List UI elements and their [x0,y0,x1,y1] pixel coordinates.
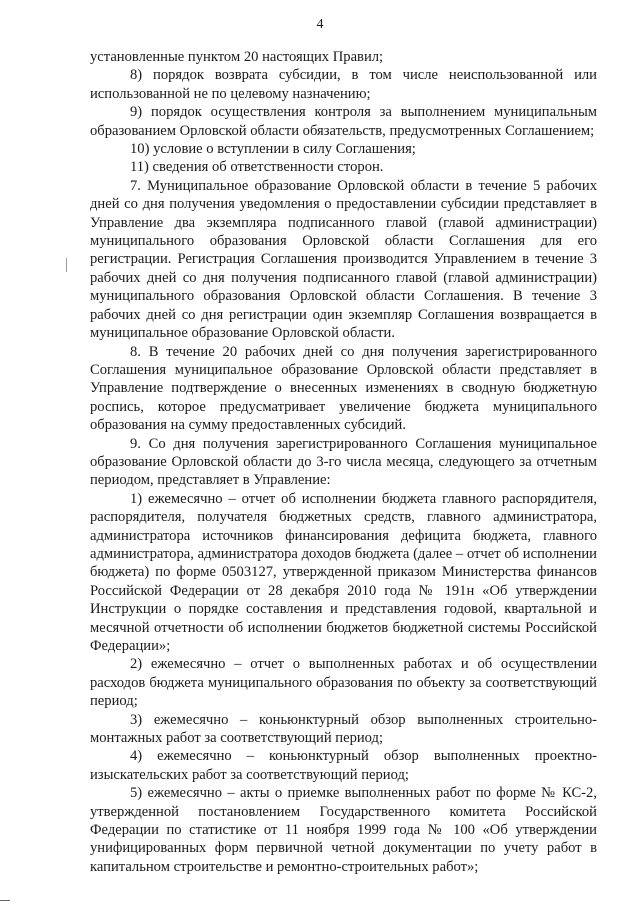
paragraph-section-8: 8. В течение 20 рабочих дней со дня получения зарегистрированного Соглашения муниципальное образование Орловской области представляет в Управление подтверждение о внесенных изменениях в сводную бюджетную роспись, которое предусматривает увеличение бюджета муниципального образования на сумму предоставленных субсидий. [90,343,597,434]
paragraph-report-5: 5) ежемесячно – акты о приемке выполненных работ по форме № КС-2, утвержденной постановлением Государственного комитета Российской Федерации по статистике от 11 ноября 1999 года № 100 «Об утверждении унифицированных форм первичной четной документации по учету работ в капитальном строительстве и ремонтно-строительных работ»; [90,785,597,875]
paragraph-report-3: 3) ежемесячно – коньюнктурный обзор выполненных строительно-монтажных работ за соответствующий период; [90,711,597,747]
paragraph-section-7: 7. Муниципальное образование Орловской области в течение 5 рабочих дней со дня получения уведомления о предоставлении субсидии представляет в Управление два экземпляра подписанного главой (главой администрации) муниципального образования Орловской области Соглашения для его регистрации. Регистрация Соглашения производится Управлением в течение 3 рабочих дней со дня получения подписанного главой (главой администрации) муниципального образования Орловской области Соглашения. В течение 3 рабочих дней со дня регистрации один экземпляр Соглашения возвращается в муниципальное образование Орловской области. [90,177,597,342]
paragraph-item-8: 8) порядок возврата субсидии, в том числе неиспользованной или использованной не по целевому назначению; [90,67,597,102]
paragraph-report-2: 2) ежемесячно – отчет о выполненных работах и об осуществлении расходов бюджета муниципального образования по объекту за соответствующий период; [90,656,597,710]
paragraph-report-4: 4) ежемесячно – коньюнктурный обзор выполненных проектно-изыскательских работ за соответствующий период; [90,748,597,783]
paragraph-item-11: 11) сведения об ответственности сторон. [130,159,384,176]
paragraph-section-9: 9. Со дня получения зарегистрированного Соглашения муниципальное образование Орловской области до 3-го числа месяца, следующего за отчетным периодом, представляет в Управление: [90,435,597,489]
paragraph-item-10: 10) условие о вступлении в силу Соглашения; [130,141,416,158]
paragraph-item-9: 9) порядок осуществления контроля за выполнением муниципальным образованием Орловской области обязательств, предусмотренных Соглашением; [90,104,597,139]
paragraph-continuation: установленные пунктом 20 настоящих Правил; [90,49,384,65]
margin-mark [66,258,67,272]
edge-mark [0,900,10,901]
document-body [90,48,597,876]
page-number: 4 [316,17,324,32]
paragraph-report-1: 1) ежемесячно – отчет об исполнении бюджета главного распорядителя, распорядителя, получателя бюджетных средств, главного администратора, администратора источников финансирования дефицита бюджета, главного администратора, администратора доходов бюджета (далее – отчет об исполнении бюджета) по форме 0503127, утвержденной приказом Министерства финансов Российской Федерации от 28 декабря 2010 года № 191н «Об утверждении Инструкции о порядке составления и представления годовой, квартальной и месячной отчетности об исполнении бюджетов бюджетной системы Российской Федерации»; [90,490,597,654]
